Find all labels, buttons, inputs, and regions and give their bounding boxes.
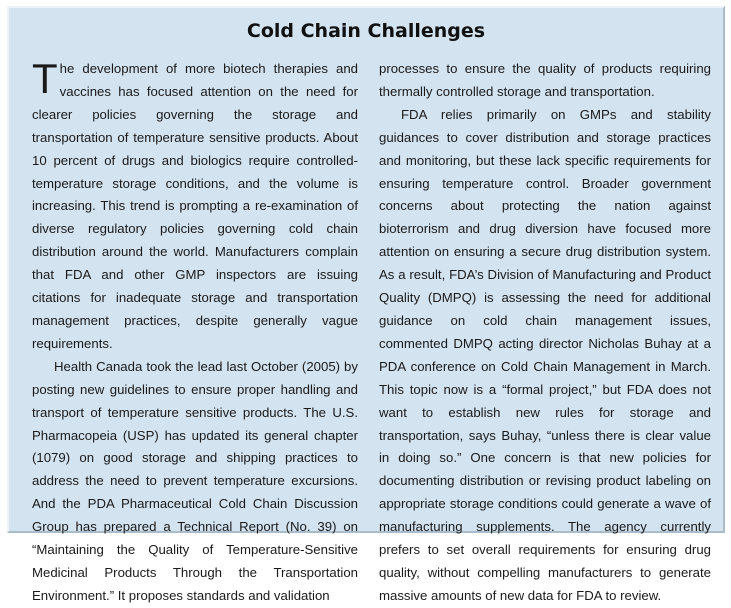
paragraph-intro <box>32 55 358 356</box>
drop-cap: T <box>32 55 58 102</box>
paragraph-fda: FDA relies primarily on GMPs and stability guidances to cover distribution and storage practices and monitoring, but these lack specific requirements for ensuring temperature control. Broader government concerns about protecting the nation against bioterrorism and drug diversion have focused more attention on ensuring a secure drug distribution system. As a result, FDA’s Division of Manufacturing and Product Quality (DMPQ) is assessing the need for additional guidance on cold chain management issues, commented DMPQ acting director Nicholas Buhay at a PDA conference on Cold Chain Management in March. This topic now is a “formal project,” but FDA does not want to establish new rules for storage and transportation, says Buhay, “unless there is clear value in doing so.” One concern is that new policies for documenting distribution or revising product labeling on appropriate storage conditions could generate a wave of manufacturing supplements. The agency currently prefers to set overall requirements for ensuring drug quality, without compelling manufacturers to generate massive amounts of new data for FDA to review. <box>379 106 711 603</box>
paragraph-intro-text: he development of more biotech therapies and vaccines has focused attention on the need for clearer policies governing the storage and transportation of temperature sensitive products. About 10 percent of drugs and biologics require controlled-temperature storage conditions, and the volume is increasing. This trend is prompting a re-examination of diverse regulatory policies governing cold chain distribution around the world. Manufacturers complain that FDA and other GMP inspectors are issuing citations for inadequate storage and transportation management practices, despite generally vague requirements. <box>32 61 358 351</box>
box-title: Cold Chain Challenges <box>246 20 486 42</box>
sidebar-box <box>7 6 725 603</box>
left-column <box>32 55 358 608</box>
paragraph-health-canada: Health Canada took the lead last October (2005) by posting new guidelines to ensure proper handling and transport of temperature sensitive products. The U.S. Pharmacopeia (USP) has updated its general chapter (1079) on good storage and shipping practices to address the need to prevent temperature excursions. And the PDA Pharmaceutical Cold Chain Discussion Group has prepared a Technical Report (No. 39) on “Maintaining the Quality of Temperature-Sensitive Medicinal Products Through the Transportation Environment.” It proposes standards and validation <box>32 358 358 603</box>
paragraph-continued: processes to ensure the quality of products requiring thermally controlled storage and transportation. <box>379 61 711 99</box>
right-column <box>379 58 711 608</box>
